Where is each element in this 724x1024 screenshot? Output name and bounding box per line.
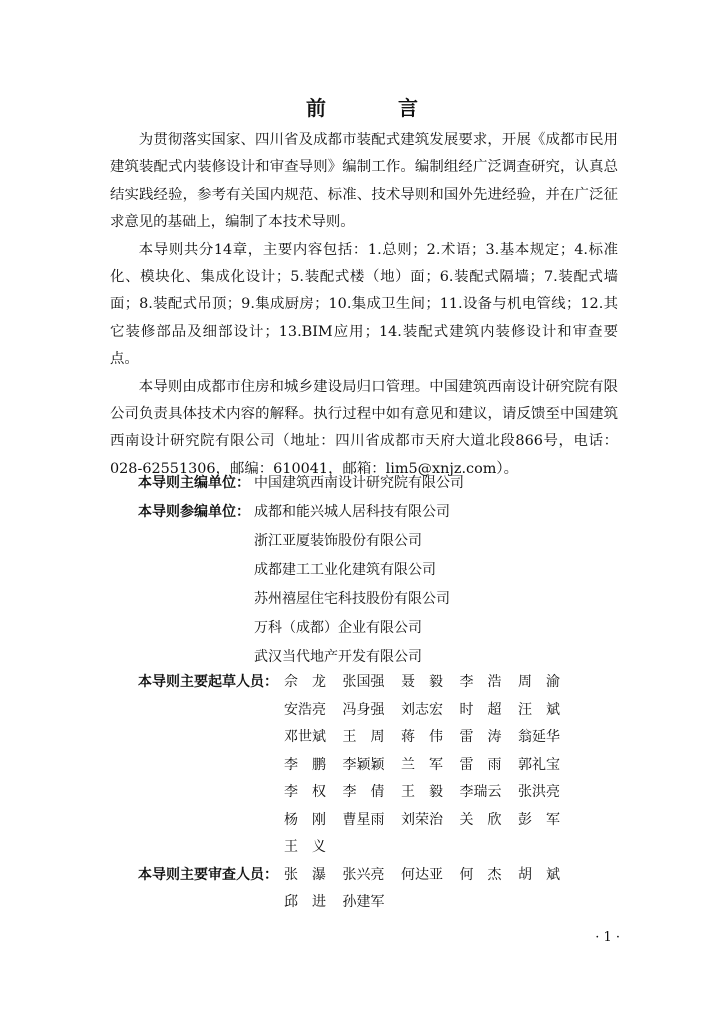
- drafters-row: [138, 834, 618, 862]
- reviewers-row: [138, 889, 618, 917]
- drafter-name: 曹星雨: [342, 811, 385, 828]
- reviewer-name: 孙建军: [342, 894, 385, 910]
- participating-unit-row: [138, 498, 638, 527]
- drafter-name: 佘 龙: [284, 674, 326, 690]
- drafter-name: 兰 军: [401, 756, 443, 773]
- drafter-name: 李颖颖: [342, 756, 385, 773]
- reviewer-name: 胡 斌: [518, 866, 560, 883]
- reviewers-label: 本导则主要审查人员：: [138, 866, 278, 883]
- drafter-name: 刘志宏: [401, 701, 443, 718]
- drafter-name: 翁延华: [518, 729, 560, 745]
- reviewer-name: 张 瀑: [284, 866, 326, 883]
- drafters-label: 本导则主要起草人员：: [138, 674, 278, 690]
- participating-unit-name: 万科（成都）企业有限公司: [254, 620, 422, 636]
- preface-paragraph-3: 本导则由成都市住房和城乡建设局归口管理。中国建筑西南设计研究院有限公司负责具体技术内容的解释。执行过程中如有意见和建议，请反馈至中国建筑西南设计研究院有限公司（地址：四川省成都市天府大道北段866号，电话：028-62551306，邮编：610041，邮箱：lim5@xnjz.com）。: [110, 378, 618, 477]
- drafter-name: 安浩亮: [284, 701, 326, 718]
- reviewers-row: [138, 862, 618, 890]
- drafter-name: 时 超: [459, 701, 502, 718]
- drafters-row: [138, 752, 618, 780]
- drafter-name: 王 周: [342, 729, 385, 745]
- drafter-name: 周 渝: [518, 674, 560, 690]
- drafters-row: [138, 779, 618, 807]
- drafter-name: 李 浩: [459, 674, 502, 690]
- drafter-name: 关 欣: [459, 811, 502, 828]
- drafter-name: 张洪亮: [518, 784, 560, 800]
- drafter-name: 李瑞云: [459, 784, 502, 800]
- drafter-name: 王 毅: [401, 784, 443, 800]
- drafter-name: 汪 斌: [518, 701, 560, 718]
- participating-unit-row: [138, 556, 638, 585]
- reviewer-name: 何达亚: [401, 866, 443, 883]
- drafter-name: 雷 雨: [459, 756, 502, 773]
- preface-paragraph-2: 本导则共分14章，主要内容包括：1.总则；2.术语；3.基本规定；4.标准化、模块化、集成化设计；5.装配式楼（地）面；6.装配式隔墙；7.装配式墙面；8.装配式吊顶；9.集成厨房；10.集成卫生间；11.设备与机电管线；12.其它装修部品及细部设计；13.BIM应用；14.装配式建筑内装修设计和审查要点。: [110, 241, 618, 368]
- drafter-name: 聂 毅: [401, 674, 443, 690]
- preface-body: [110, 127, 618, 483]
- drafter-name: 刘荣治: [401, 811, 443, 828]
- drafter-name: 邓世斌: [284, 729, 326, 745]
- participating-unit-name: 浙江亚厦装饰股份有限公司: [254, 533, 422, 549]
- participating-unit-row: [138, 643, 638, 672]
- drafter-name: 郭礼宝: [518, 756, 560, 773]
- page-title: 前 言: [306, 96, 444, 120]
- people-section: [138, 669, 618, 917]
- reviewer-name: 邱 进: [284, 894, 326, 910]
- drafter-name: 李 鹏: [284, 756, 326, 773]
- participating-unit-name: 成都建工工业化建筑有限公司: [254, 562, 436, 578]
- drafter-name: 杨 刚: [284, 811, 326, 828]
- reviewer-name: 何 杰: [459, 866, 502, 883]
- drafters-row: [138, 697, 618, 725]
- reviewer-name: 张兴亮: [342, 866, 385, 883]
- page-number: · 1 ·: [595, 930, 620, 945]
- preface-paragraph-1: 为贯彻落实国家、四川省及成都市装配式建筑发展要求，开展《成都市民用建筑装配式内装修设计和审查导则》编制工作。编制组经广泛调查研究，认真总结实践经验，参考有关国内规范、标准、技术导则和国外先进经验，并在广泛征求意见的基础上，编制了本技术导则。: [110, 132, 618, 231]
- units-section: [138, 469, 638, 672]
- drafters-row: [138, 724, 618, 752]
- participating-unit-label: 本导则参编单位：: [138, 504, 250, 520]
- participating-unit-row: [138, 614, 638, 643]
- chief-unit-row: [138, 469, 638, 498]
- drafter-name: 张国强: [342, 674, 385, 690]
- drafters-row: [138, 807, 618, 835]
- chief-unit-label: 本导则主编单位：: [138, 475, 250, 491]
- drafter-name: 彭 军: [518, 811, 560, 828]
- participating-unit-row: [138, 527, 638, 556]
- drafter-name: 冯身强: [342, 701, 385, 718]
- chief-unit-name: 中国建筑西南设计研究院有限公司: [254, 475, 464, 491]
- participating-unit-row: [138, 585, 638, 614]
- participating-unit-name: 苏州禧屋住宅科技股份有限公司: [254, 591, 450, 607]
- drafters-row: [138, 669, 618, 697]
- participating-unit-name: 武汉当代地产开发有限公司: [254, 649, 422, 665]
- participating-unit-name: 成都和能兴城人居科技有限公司: [254, 504, 450, 520]
- drafter-name: 王 义: [284, 839, 326, 855]
- drafter-name: 李 倩: [342, 784, 385, 800]
- drafter-name: 雷 涛: [459, 729, 502, 745]
- drafter-name: 李 权: [284, 784, 326, 800]
- drafter-name: 蒋 伟: [401, 729, 443, 745]
